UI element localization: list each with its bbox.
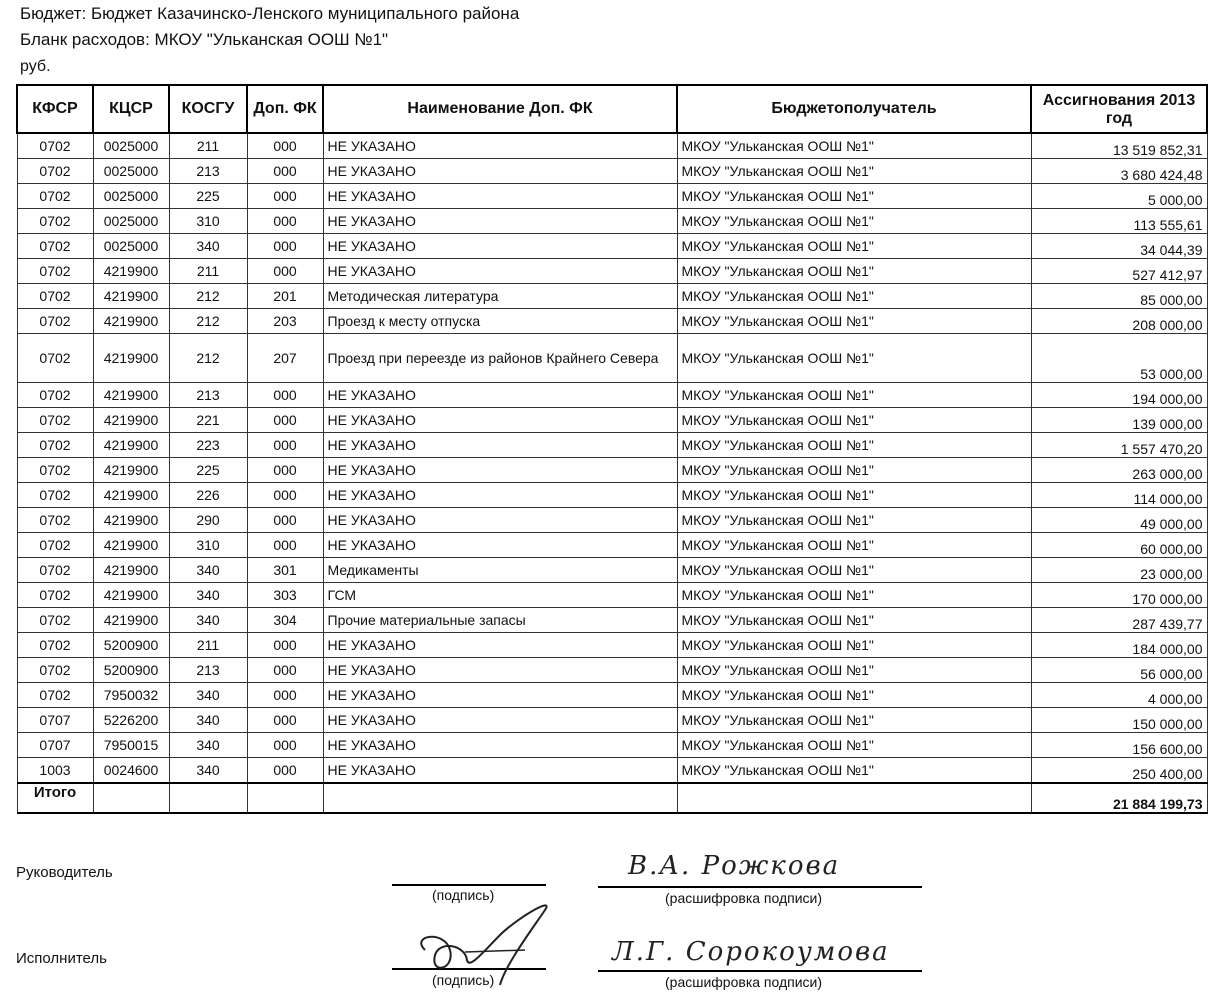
cell-kosgu: 225	[169, 184, 247, 209]
cell-name: НЕ УКАЗАНО	[323, 408, 677, 433]
cell-recipient: МКОУ "Ульканская ООШ №1"	[677, 658, 1031, 683]
cell-recipient: МКОУ "Ульканская ООШ №1"	[677, 259, 1031, 284]
cell-kcsr: 4219900	[93, 483, 169, 508]
cell-amount: 263 000,00	[1031, 458, 1207, 483]
cell-kosgu: 340	[169, 608, 247, 633]
cell-kcsr: 5226200	[93, 708, 169, 733]
cell-kosgu: 310	[169, 209, 247, 234]
cell-recipient: МКОУ "Ульканская ООШ №1"	[677, 159, 1031, 184]
table-row	[17, 184, 1207, 209]
cell-recipient: МКОУ "Ульканская ООШ №1"	[677, 458, 1031, 483]
cell-name: НЕ УКАЗАНО	[323, 708, 677, 733]
cell-kfsr: 1003	[17, 758, 93, 784]
cell-kfsr: 0702	[17, 209, 93, 234]
table-row	[17, 533, 1207, 558]
cell-name: НЕ УКАЗАНО	[323, 383, 677, 408]
head-signature-line	[392, 884, 546, 886]
head-decoding-caption: (расшифровка подписи)	[665, 890, 823, 906]
cell-kfsr: 0702	[17, 259, 93, 284]
executor-label: Исполнитель	[16, 950, 107, 967]
cell-recipient: МКОУ "Ульканская ООШ №1"	[677, 383, 1031, 408]
executor-signature-scribble	[405, 890, 565, 990]
cell-name: НЕ УКАЗАНО	[323, 683, 677, 708]
cell-kcsr: 0025000	[93, 133, 169, 159]
cell-dopfk: 000	[247, 209, 323, 234]
cell-amount: 3 680 424,48	[1031, 159, 1207, 184]
cell-name: НЕ УКАЗАНО	[323, 133, 677, 159]
cell-name: Проезд к месту отпуска	[323, 309, 677, 334]
cell-dopfk: 304	[247, 608, 323, 633]
cell-amount: 150 000,00	[1031, 708, 1207, 733]
cell-kosgu: 225	[169, 458, 247, 483]
table-row	[17, 433, 1207, 458]
cell-amount: 60 000,00	[1031, 533, 1207, 558]
table-row	[17, 334, 1207, 383]
cell-name: НЕ УКАЗАНО	[323, 758, 677, 784]
cell-amount: 527 412,97	[1031, 259, 1207, 284]
cell-dopfk: 000	[247, 133, 323, 159]
cell-kcsr: 7950015	[93, 733, 169, 758]
cell-name: НЕ УКАЗАНО	[323, 658, 677, 683]
cell-amount: 5 000,00	[1031, 184, 1207, 209]
cell-kosgu: 223	[169, 433, 247, 458]
cell-kosgu: 211	[169, 133, 247, 159]
cell-kcsr: 0024600	[93, 758, 169, 784]
table-row	[17, 508, 1207, 533]
cell-amount: 208 000,00	[1031, 309, 1207, 334]
cell-kfsr: 0702	[17, 234, 93, 259]
head-decoding-handwriting: В.А. Рожкова	[628, 851, 841, 881]
cell-dopfk: 000	[247, 159, 323, 184]
cell-name: НЕ УКАЗАНО	[323, 259, 677, 284]
cell-kfsr: 0702	[17, 683, 93, 708]
table-row	[17, 708, 1207, 733]
cell-recipient: МКОУ "Ульканская ООШ №1"	[677, 309, 1031, 334]
cell-recipient: МКОУ "Ульканская ООШ №1"	[677, 533, 1031, 558]
cell-recipient: МКОУ "Ульканская ООШ №1"	[677, 184, 1031, 209]
cell-amount: 287 439,77	[1031, 608, 1207, 633]
cell-recipient: МКОУ "Ульканская ООШ №1"	[677, 708, 1031, 733]
cell-recipient: МКОУ "Ульканская ООШ №1"	[677, 334, 1031, 383]
head-label: Руководитель	[16, 864, 113, 881]
cell-kfsr: 0702	[17, 483, 93, 508]
cell-kosgu: 211	[169, 633, 247, 658]
cell-kosgu: 340	[169, 758, 247, 784]
table-row	[17, 234, 1207, 259]
table-row	[17, 633, 1207, 658]
cell-kosgu: 340	[169, 234, 247, 259]
cell-kfsr: 0702	[17, 658, 93, 683]
cell-kfsr: 0702	[17, 583, 93, 608]
cell-kfsr: 0702	[17, 633, 93, 658]
expenses-table	[16, 84, 1208, 814]
cell-kcsr: 5200900	[93, 633, 169, 658]
cell-name: НЕ УКАЗАНО	[323, 458, 677, 483]
cell-recipient: МКОУ "Ульканская ООШ №1"	[677, 433, 1031, 458]
cell-dopfk: 201	[247, 284, 323, 309]
cell-kosgu: 340	[169, 683, 247, 708]
col-header-name: Наименование Доп. ФК	[323, 85, 677, 133]
cell-amount: 170 000,00	[1031, 583, 1207, 608]
cell-name: НЕ УКАЗАНО	[323, 433, 677, 458]
table-row	[17, 683, 1207, 708]
cell-kcsr: 4219900	[93, 383, 169, 408]
cell-kcsr: 0025000	[93, 159, 169, 184]
cell-amount: 1 557 470,20	[1031, 433, 1207, 458]
col-header-kosgu: КОСГУ	[169, 85, 247, 133]
cell-amount: 184 000,00	[1031, 633, 1207, 658]
cell-name: НЕ УКАЗАНО	[323, 633, 677, 658]
cell-recipient: МКОУ "Ульканская ООШ №1"	[677, 483, 1031, 508]
executor-decoding-handwriting: Л.Г. Сорокоумова	[612, 937, 890, 967]
cell-dopfk: 000	[247, 184, 323, 209]
cell-kfsr: 0702	[17, 159, 93, 184]
cell-amount: 194 000,00	[1031, 383, 1207, 408]
table-row	[17, 733, 1207, 758]
cell-dopfk: 301	[247, 558, 323, 583]
executor-decoding-line	[598, 970, 922, 972]
cell-amount: 114 000,00	[1031, 483, 1207, 508]
table-row	[17, 583, 1207, 608]
cell-dopfk: 000	[247, 433, 323, 458]
total-empty-cell	[323, 783, 677, 813]
table-row	[17, 658, 1207, 683]
cell-amount: 13 519 852,31	[1031, 133, 1207, 159]
cell-amount: 250 400,00	[1031, 758, 1207, 784]
cell-kosgu: 212	[169, 334, 247, 383]
cell-kfsr: 0707	[17, 708, 93, 733]
cell-name: Методическая литература	[323, 284, 677, 309]
cell-kfsr: 0702	[17, 184, 93, 209]
cell-kcsr: 4219900	[93, 608, 169, 633]
cell-name: Проезд при переезде из районов Крайнего Севера	[323, 334, 677, 383]
cell-name: Медикаменты	[323, 558, 677, 583]
cell-kosgu: 213	[169, 159, 247, 184]
cell-kosgu: 213	[169, 658, 247, 683]
table-row	[17, 309, 1207, 334]
cell-amount: 56 000,00	[1031, 658, 1207, 683]
cell-kcsr: 4219900	[93, 284, 169, 309]
currency-unit: руб.	[20, 58, 51, 75]
cell-dopfk: 000	[247, 383, 323, 408]
table-row	[17, 159, 1207, 184]
cell-name: НЕ УКАЗАНО	[323, 184, 677, 209]
col-header-kcsr: КЦСР	[93, 85, 169, 133]
total-empty-cell	[247, 783, 323, 813]
cell-recipient: МКОУ "Ульканская ООШ №1"	[677, 683, 1031, 708]
cell-amount: 23 000,00	[1031, 558, 1207, 583]
cell-amount: 53 000,00	[1031, 334, 1207, 383]
cell-recipient: МКОУ "Ульканская ООШ №1"	[677, 633, 1031, 658]
cell-dopfk: 203	[247, 309, 323, 334]
col-header-amount: Ассигнования 2013 год	[1031, 85, 1207, 133]
table-row	[17, 259, 1207, 284]
cell-kfsr: 0702	[17, 533, 93, 558]
cell-recipient: МКОУ "Ульканская ООШ №1"	[677, 558, 1031, 583]
cell-kosgu: 212	[169, 309, 247, 334]
cell-kfsr: 0702	[17, 508, 93, 533]
cell-kcsr: 0025000	[93, 234, 169, 259]
cell-kosgu: 213	[169, 383, 247, 408]
cell-kcsr: 4219900	[93, 433, 169, 458]
table-row	[17, 608, 1207, 633]
cell-dopfk: 000	[247, 658, 323, 683]
total-empty-cell	[93, 783, 169, 813]
cell-dopfk: 000	[247, 408, 323, 433]
table-row	[17, 758, 1207, 784]
table-row	[17, 209, 1207, 234]
col-header-kfsr: КФСР	[17, 85, 93, 133]
cell-kosgu: 212	[169, 284, 247, 309]
cell-kfsr: 0702	[17, 433, 93, 458]
cell-recipient: МКОУ "Ульканская ООШ №1"	[677, 508, 1031, 533]
cell-name: НЕ УКАЗАНО	[323, 733, 677, 758]
cell-kcsr: 4219900	[93, 259, 169, 284]
cell-dopfk: 000	[247, 683, 323, 708]
table-row	[17, 483, 1207, 508]
cell-name: ГСМ	[323, 583, 677, 608]
cell-kfsr: 0702	[17, 558, 93, 583]
cell-recipient: МКОУ "Ульканская ООШ №1"	[677, 608, 1031, 633]
total-amount: 21 884 199,73	[1031, 783, 1207, 813]
cell-kosgu: 340	[169, 583, 247, 608]
cell-kfsr: 0702	[17, 608, 93, 633]
executor-decoding-caption: (расшифровка подписи)	[665, 974, 823, 990]
cell-recipient: МКОУ "Ульканская ООШ №1"	[677, 209, 1031, 234]
cell-recipient: МКОУ "Ульканская ООШ №1"	[677, 133, 1031, 159]
cell-amount: 4 000,00	[1031, 683, 1207, 708]
cell-name: НЕ УКАЗАНО	[323, 209, 677, 234]
cell-kosgu: 340	[169, 733, 247, 758]
head-signature-caption: (подпись)	[432, 887, 495, 903]
cell-kosgu: 290	[169, 508, 247, 533]
cell-kcsr: 4219900	[93, 508, 169, 533]
budget-title: Бюджет: Бюджет Казачинско-Ленского муниципального района	[20, 4, 520, 23]
cell-amount: 34 044,39	[1031, 234, 1207, 259]
cell-kcsr: 4219900	[93, 558, 169, 583]
table-row	[17, 408, 1207, 433]
cell-kfsr: 0707	[17, 733, 93, 758]
cell-kosgu: 221	[169, 408, 247, 433]
table-row	[17, 133, 1207, 159]
cell-name: Прочие материальные запасы	[323, 608, 677, 633]
total-row	[17, 783, 1207, 813]
cell-dopfk: 000	[247, 234, 323, 259]
cell-kcsr: 7950032	[93, 683, 169, 708]
cell-kfsr: 0702	[17, 284, 93, 309]
cell-kcsr: 4219900	[93, 309, 169, 334]
cell-dopfk: 207	[247, 334, 323, 383]
cell-kosgu: 211	[169, 259, 247, 284]
cell-recipient: МКОУ "Ульканская ООШ №1"	[677, 234, 1031, 259]
executor-signature-caption: (подпись)	[432, 972, 495, 988]
table-row	[17, 383, 1207, 408]
total-empty-cell	[677, 783, 1031, 813]
cell-kcsr: 4219900	[93, 583, 169, 608]
cell-amount: 113 555,61	[1031, 209, 1207, 234]
cell-recipient: МКОУ "Ульканская ООШ №1"	[677, 408, 1031, 433]
cell-dopfk: 000	[247, 533, 323, 558]
cell-dopfk: 000	[247, 733, 323, 758]
form-title: Бланк расходов: МКОУ "Ульканская ООШ №1"	[20, 30, 389, 49]
cell-kosgu: 340	[169, 708, 247, 733]
cell-recipient: МКОУ "Ульканская ООШ №1"	[677, 284, 1031, 309]
cell-kcsr: 0025000	[93, 184, 169, 209]
cell-kcsr: 4219900	[93, 334, 169, 383]
cell-name: НЕ УКАЗАНО	[323, 159, 677, 184]
total-label: Итого	[17, 783, 93, 813]
cell-amount: 49 000,00	[1031, 508, 1207, 533]
cell-kosgu: 310	[169, 533, 247, 558]
table-row	[17, 558, 1207, 583]
cell-recipient: МКОУ "Ульканская ООШ №1"	[677, 733, 1031, 758]
cell-kfsr: 0702	[17, 408, 93, 433]
cell-kcsr: 5200900	[93, 658, 169, 683]
cell-kfsr: 0702	[17, 458, 93, 483]
cell-dopfk: 000	[247, 483, 323, 508]
cell-kcsr: 4219900	[93, 458, 169, 483]
cell-kfsr: 0702	[17, 309, 93, 334]
cell-amount: 139 000,00	[1031, 408, 1207, 433]
table-header-row	[17, 85, 1207, 133]
cell-name: НЕ УКАЗАНО	[323, 508, 677, 533]
col-header-dopfk: Доп. ФК	[247, 85, 323, 133]
cell-dopfk: 303	[247, 583, 323, 608]
table-row	[17, 458, 1207, 483]
cell-kosgu: 340	[169, 558, 247, 583]
cell-recipient: МКОУ "Ульканская ООШ №1"	[677, 583, 1031, 608]
total-empty-cell	[169, 783, 247, 813]
cell-kcsr: 4219900	[93, 408, 169, 433]
cell-name: НЕ УКАЗАНО	[323, 234, 677, 259]
cell-recipient: МКОУ "Ульканская ООШ №1"	[677, 758, 1031, 784]
cell-dopfk: 000	[247, 458, 323, 483]
head-decoding-line	[598, 886, 922, 888]
cell-kcsr: 0025000	[93, 209, 169, 234]
cell-kcsr: 4219900	[93, 533, 169, 558]
cell-dopfk: 000	[247, 758, 323, 784]
table-row	[17, 284, 1207, 309]
cell-amount: 156 600,00	[1031, 733, 1207, 758]
cell-amount: 85 000,00	[1031, 284, 1207, 309]
cell-kfsr: 0702	[17, 334, 93, 383]
cell-name: НЕ УКАЗАНО	[323, 533, 677, 558]
cell-dopfk: 000	[247, 633, 323, 658]
cell-dopfk: 000	[247, 259, 323, 284]
cell-kfsr: 0702	[17, 133, 93, 159]
cell-kfsr: 0702	[17, 383, 93, 408]
cell-name: НЕ УКАЗАНО	[323, 483, 677, 508]
cell-dopfk: 000	[247, 708, 323, 733]
cell-kosgu: 226	[169, 483, 247, 508]
col-header-recipient: Бюджетополучатель	[677, 85, 1031, 133]
cell-dopfk: 000	[247, 508, 323, 533]
